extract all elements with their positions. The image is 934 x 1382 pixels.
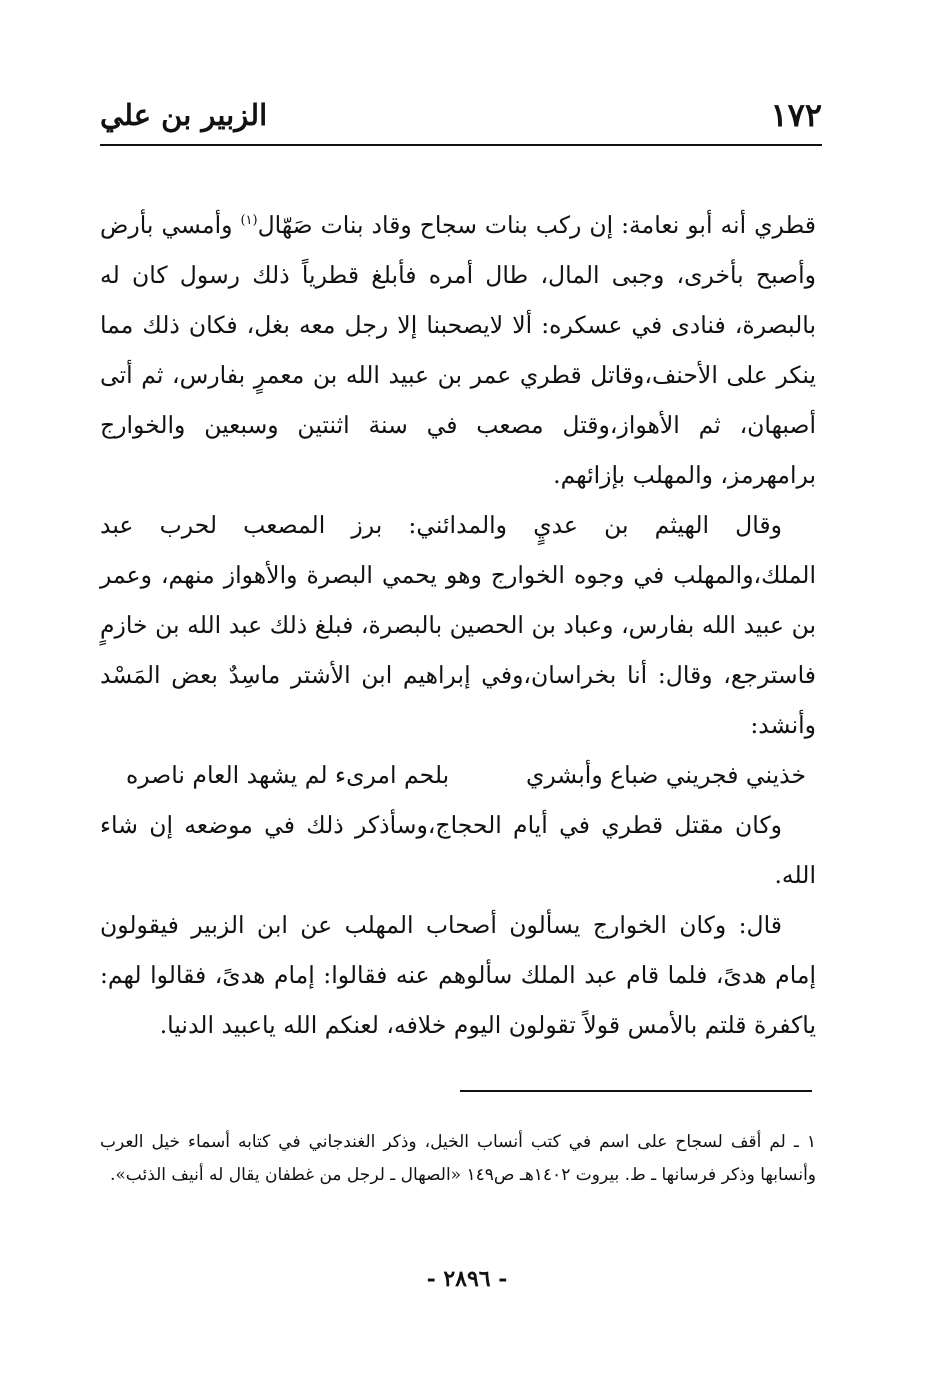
page-header	[100, 92, 822, 140]
footnote-1: ١ ـ لم أقف لسجاح على اسم في كتب أنساب الخيل، وذكر الغندجاني في كتابه أسماء خيل العرب وأنسابها وذكر فرسانها ـ ط. بيروت ١٤٠٢هـ ص١٤٩ «الصهال ـ لرجل من غطفان يقال له أنيف الذئب».	[100, 1132, 816, 1185]
paragraph-4: قال: وكان الخوارج يسألون أصحاب المهلب عن ابن الزبير فيقولون إمام هدىً، فلما قام عبد الملك سألوهم عنه فقالوا: إمام هدىً، فقالوا لهم: ياكفرة قلتم بالأمس قولاً تقولون اليوم خلافه، لعنكم الله ياعبيد الدنيا.	[100, 911, 816, 1039]
verse-first-hemistich: خذيني فجريني ضباع وأبشري	[525, 761, 806, 789]
paragraph-1-text-a: قطري أنه أبو نعامة: إن ركب بنات سجاح وقاد بنات صَهّال	[257, 211, 816, 239]
footnote-reference: (١)	[240, 213, 258, 229]
header-rule	[100, 144, 822, 146]
paragraph-1	[100, 200, 816, 500]
running-title: الزبير بن علي	[100, 98, 268, 132]
main-text	[100, 200, 816, 1050]
footnotes	[100, 1126, 816, 1192]
paragraph-3: وكان مقتل قطري في أيام الحجاج،وسأذكر ذلك في موضعه إن شاء الله.	[100, 811, 816, 889]
footnote-rule	[460, 1090, 812, 1092]
paragraph-2: وقال الهيثم بن عديٍ والمدائني: برز المصعب لحرب عبد الملك،والمهلب في وجوه الخوارج وهو يحمي البصرة والأهواز منهم، وعمر بن عبيد الله بفارس، وعباد بن الحصين بالبصرة، فبلغ ذلك عبد الله بن خازمٍ فاسترجع، وقال: أنا بخراسان،وفي إبراهيم ابن الأشتر ماسِدٌ بعض المَسْد وأنشد:	[100, 511, 816, 739]
folio-number: - ٢٨٩٦ -	[426, 1266, 508, 1292]
page-number: ١٧٢	[770, 96, 822, 134]
verse-second-hemistich: بلحم امرىء لم يشهد العام ناصره	[126, 761, 450, 789]
paragraph-1-text-b: وأمسي بأرض وأصبح بأخرى، وجبى المال، طال أمره فأبلغ قطرياً ذلك رسول كان له بالبصرة، فنادى في عسكره: ألا لايصحبنا إلا رجل معه بغل، فكان ذلك مما ينكر على الأحنف،وقاتل قطري عمر بن عبيد الله بن معمرٍ بفارس، ثم أتى أصبهان، ثم الأهواز،وقتل مصعب في سنة اثنتين وسبعين والخوارج برامهرمز، والمهلب بإزائهم.	[100, 211, 816, 489]
poetry-verse	[100, 750, 816, 800]
